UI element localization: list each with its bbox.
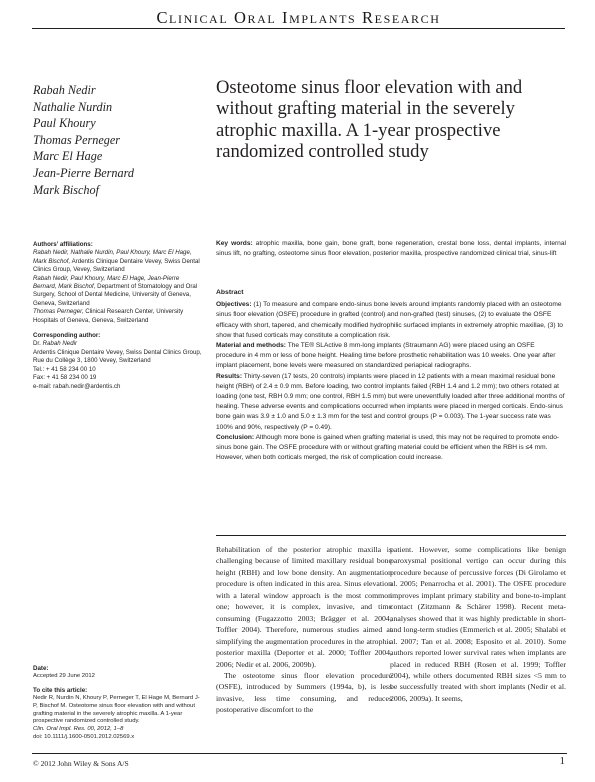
abstract-objectives [216, 300, 566, 341]
journal-header [32, 6, 565, 28]
objectives-label: Objectives: [216, 301, 252, 309]
cite-journal: Clin. Oral Impl. Res. 00, 2012, 1–8 [33, 726, 124, 733]
correspondence-tel: Tel.: + 41 58 234 00 10 [33, 365, 96, 373]
results-text: Thirty-seven (17 tests, 20 controls) implants were placed in 12 patients with a mean maximal residual bone height (RBH) of 2.4 ± 0.9 mm. Before loading, two control implants failed (RBH 1.4 and 1.2 mm); two others rotated at loading (one test, RBH 0.9 mm; one control, RBH 1.5 mm) but were uneventfully loaded after three additional months of healing. These adverse events and complications occurred when implants were placed in merged corticals. Endo-sinus bone gain was 3.9 ± 1.0 and 5.0 ± 1.3 mm for the test and control groups (P = 0.003). The 1-year success rate was 100% and 90%, respectively (P = 0.49). [216, 372, 565, 431]
author-name[interactable]: Nathalie Nurdin [33, 99, 113, 114]
correspondence-address: Ardentis Clinique Dentaire Vevey, Swiss Dental Clinics Group, Rue du Collège 3, 1800 Vevey, Switzerland [33, 348, 202, 365]
author-name[interactable]: Rabah Nedir [33, 83, 96, 97]
author-name[interactable]: Thomas Perneger [33, 132, 120, 147]
doi[interactable]: doi: 10.1111/j.1600-0501.2012.02569.x [33, 734, 135, 741]
header-rule [32, 28, 565, 29]
correspondence-email[interactable]: e-mail: rabah.nedir@ardentis.ch [33, 382, 121, 390]
body-paragraph: patient. However, some complications like benign paroxysmal positional vertigo can occur during this procedure because of percussive forces (Di Girolamo et al. 2005; Penarrocha et al. 2001). The OSFE procedure improves implant primary stability and bone-to-implant contact (Zitzmann & Schärer 1998). Recent meta-analyses showed that it was highly predictable in short- and long-term studies (Emmerich et al. 2005; Shalabi et al. 2007; Tan et al. 2008; Esposito et al. 2010). Some authors reported lower survival rates when implants are placed in reduced RBH (Rosen et al. 1999; Toffler 2004), while others documented RBH sizes <5 mm to be successfully treated with short implants (Nedir et al. 2006, 2009a). It seems, [390, 545, 566, 703]
author-name[interactable]: Jean-Pierre Bernard [33, 165, 134, 180]
affiliations-block [33, 241, 203, 391]
keywords-text: atrophic maxilla, bone gain, bone graft, bone regeneration, crestal bone loss, dental implants, internal sinus lift, no grafting, osteotome sinus floor elevation, posterior maxilla, prospective randomized clinical trial, sinus-lift [216, 240, 566, 258]
author-list [33, 82, 203, 198]
affiliation-names: Thomas Perneger, [33, 308, 84, 316]
affiliations-heading: Authors’ affiliations: [33, 241, 93, 248]
name-prefix: Dr. [33, 340, 43, 348]
affiliation-text: Ardentis Clinique Dentaire Vevey, Swiss Dental Clinics Group, Vevey, Switzerland [33, 257, 200, 274]
abstract-conclusion [216, 433, 566, 464]
abstract-heading: Abstract [216, 289, 244, 296]
methods-label: Material and methods: [216, 342, 286, 350]
corresponding-author-name: Rabah Nedir [42, 340, 78, 348]
abstract-block [216, 288, 566, 463]
objectives-text: (1) To measure and compare endo-sinus bone levels around implants randomly placed with an osteotome sinus floor elevation (OSFE) procedure in grafted (control) and non-grafted (test) sinuses, (2) to evaluate the OSFE efficacy with short, tapered, and chemically modified hydrophilic surfaced implants in extremely atrophic maxillae, (3) to show that fused corticals may constitute a complication risk. [216, 301, 563, 339]
abstract-divider [216, 535, 566, 536]
accepted-date: Accepted 29 June 2012 [33, 672, 95, 679]
conclusion-text: Although more bone is gained when grafting material is used, this may not be required to promote endo-sinus bone gain. The OSFE procedure with or without grafting material could be efficient when the RBH is ≤4 mm. However, when both corticals merged, the risk of complication could increase. [216, 433, 560, 462]
author-name[interactable]: Mark Bischof [33, 182, 100, 197]
cite-label: To cite this article: [33, 686, 88, 694]
body-paragraph: The osteotome sinus floor elevation procedure (OSFE), introduced by Summers (1994a, b), is less invasive, less time consuming, and reduces postoperative discomfort to the [216, 670, 392, 715]
journal-title: Clinical Oral Implants Research [156, 8, 441, 27]
affiliation-1 [33, 249, 203, 274]
cite-text: Nedir R, Nurdin N, Khoury P, Perneger T, El Hage M, Bernard J-P, Bischof M. Osteotome sinus floor elevation with and without grafting material in the severely atrophic maxilla. A 1-year prospective randomized controlled study. [33, 694, 200, 725]
author-name[interactable]: Marc El Hage [33, 149, 103, 164]
affiliation-names: Rabah Nedir, Paul Khoury, Marc El Hage, Jean-Pierre Bernard, Mark Bischof, [33, 274, 180, 291]
body-paragraph: Rehabilitation of the posterior atrophic maxilla is challenging because of limited maxillary residual bone height (RBH) and low bone density. An augmentation procedure is often indicated in this area. Sinus elevation with a lateral window approach is the most common one; however, it is complex, invasive, and time consuming (Fugazzotto 2003; Brägger et al. 2004; Toffler 2004). Therefore, numerous studies aimed at simplifying the augmentation procedures in the atrophic posterior maxilla (Deporter et al. 2000; Toffler 2004, 2006; Nedir et al. 2006, 2009b). [216, 545, 392, 669]
abstract-methods [216, 341, 566, 372]
page-number: 1 [559, 755, 565, 767]
body-column-2 [390, 544, 566, 704]
results-label: Results: [216, 372, 243, 380]
author-name[interactable]: Paul Khoury [33, 116, 96, 131]
keywords-label: Key words: [216, 240, 253, 247]
body-column-1 [216, 544, 392, 716]
copyright: © 2012 John Wiley & Sons A/S [33, 759, 129, 768]
abstract-results [216, 372, 566, 433]
article-dates [33, 665, 203, 742]
article-title: Osteotome sinus floor elevation with and without grafting material in the severely atrophic maxilla. A 1-year prospective randomized controlled study [216, 77, 523, 163]
affiliation-text: Department of Stomatology and Oral Surgery, School of Dental Medicine, University of Geneva, Geneva, Switzerland [33, 283, 198, 307]
affiliation-names: Rabah Nedir, Nathalie Nurdin, Paul Khoury, Marc El Hage, Mark Bischof, [33, 249, 192, 265]
keywords-block [216, 239, 566, 260]
affiliation-2 [33, 275, 203, 309]
date-label: Date: [33, 665, 49, 672]
conclusion-label: Conclusion: [216, 433, 255, 441]
affiliation-text: Clinical Research Center, University Hospitals of Geneva, Geneva, Switzerland [33, 308, 184, 324]
methods-text: The TE® SLActive 8 mm-long implants (Straumann AG) were placed using an OSFE procedure in 4 mm or less of bone height. Healing time before prosthetic rehabilitation was 10 weeks. One year after implant placement, bone levels were measured on standardized periapical radiographs. [216, 342, 556, 370]
affiliation-3 [33, 308, 203, 325]
footer-rule [32, 753, 567, 754]
correspondence-name [33, 340, 203, 348]
correspondence-fax: Fax: + 41 58 234 00 19 [33, 374, 97, 382]
correspondence-heading: Corresponding author: [33, 332, 101, 340]
